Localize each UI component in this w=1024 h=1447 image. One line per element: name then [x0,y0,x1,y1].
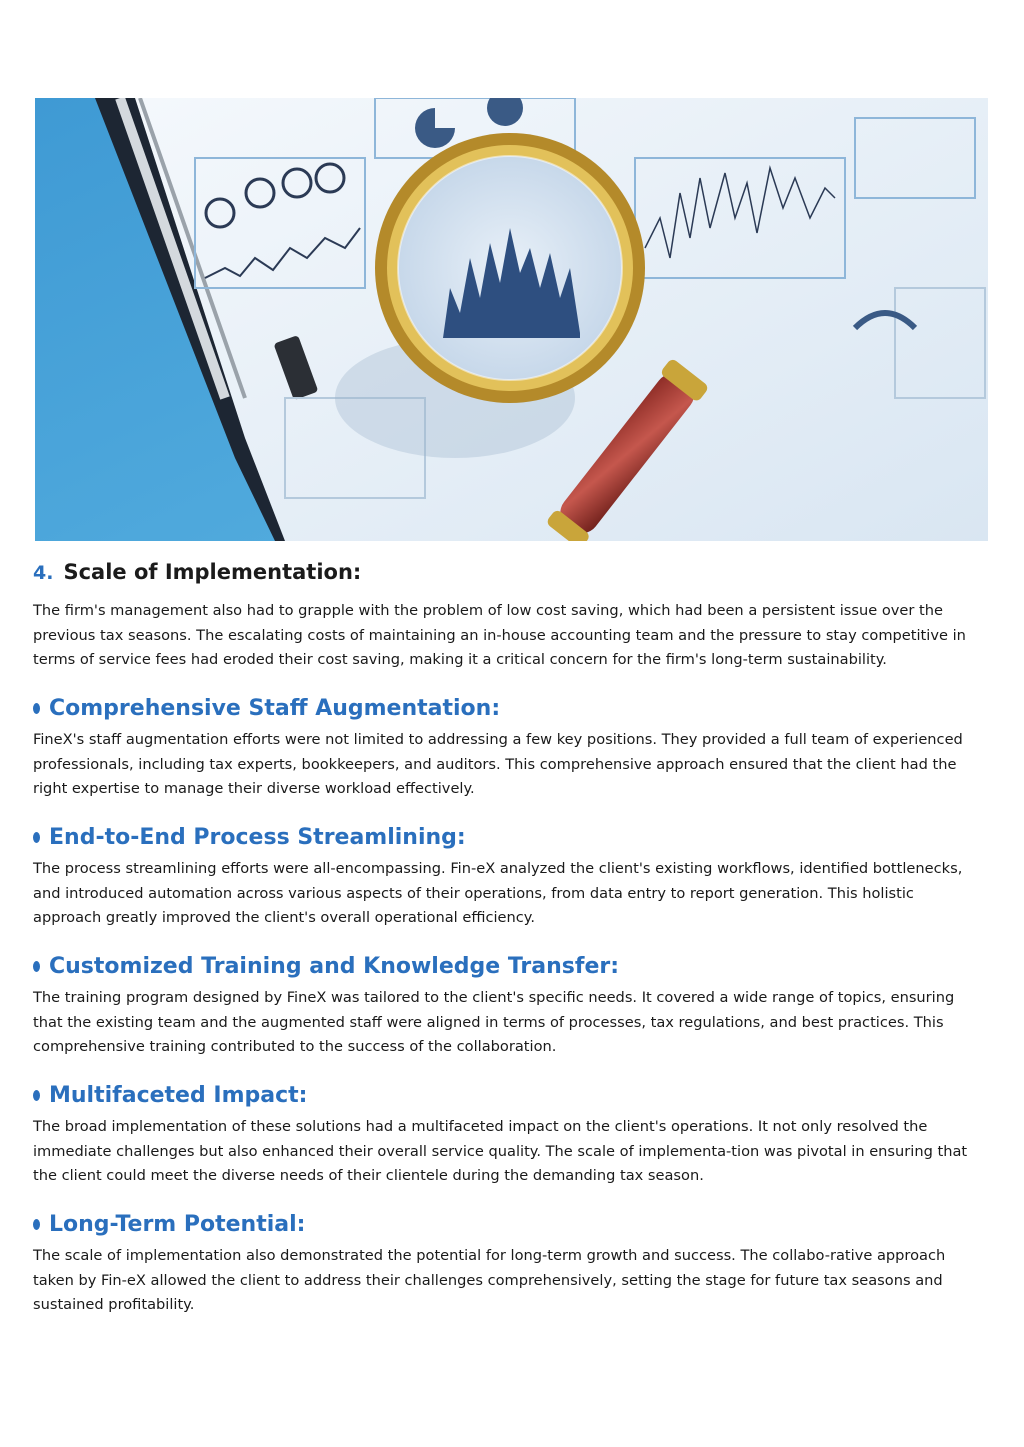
hero-image [35,98,988,541]
bullet-icon [33,703,40,714]
subsection-paragraph: The scale of implementation also demonstrated the potential for long-term growth and success. The collabo-rative approach taken by Fin-eX allowed the client to address their challenges comprehensively, setting the stage for future tax seasons and sustained profitability. [33,1247,946,1314]
subsection-paragraph: The process streamlining efforts were all-encompassing. Fin-eX analyzed the client's existing workflows, identified bottlenecks, and introduced automation across various aspects of their operations, from data entry to report generation. This holistic approach greatly improved the client's overall operational efficiency. [33,860,963,927]
subsection-heading [33,824,978,852]
subsection-heading [33,695,978,723]
subsection-heading [33,1211,978,1239]
subsection-staff-augmentation [33,695,978,802]
section-intro-paragraph: The firm's management also had to grapple with the problem of low cost saving, which had been a persistent issue over the previous tax seasons. The escalating costs of maintaining an in-house accounting team and the pressure to stay competitive in terms of service fees had eroded their cost saving, making it a critical concern for the firm's long-term sustainability. [33,602,966,669]
bullet-icon [33,1090,40,1101]
bullet-icon [33,961,40,972]
subsection-title: Comprehensive Staff Augmentation: [49,695,501,721]
subsection-paragraph: The broad implementation of these solutions had a multifaceted impact on the client's operations. It not only resolved the immediate challenges but also enhanced their overall service quality. The scale of implementa-tion was pivotal in ensuring that the client could meet the diverse needs of their clientele during the demanding tax season. [33,1118,968,1185]
subsection-title: End-to-End Process Streamlining: [49,824,466,850]
subsection-long-term-potential [33,1211,978,1318]
subsection-process-streamlining [33,824,978,931]
subsection-paragraph: FineX's staff augmentation efforts were not limited to addressing a few key positions. They provided a full team of experienced professionals, including tax experts, bookkeepers, and auditors. This comprehensive approach ensured that the client had the right expertise to manage their diverse workload effectively. [33,731,963,798]
magnifying-glass-illustration [35,98,988,541]
bullet-icon [33,1219,40,1230]
subsection-title: Customized Training and Knowledge Transfer: [49,953,620,979]
subsection-title: Long-Term Potential: [49,1211,306,1237]
subsection-multifaceted-impact [33,1082,978,1189]
subsection-heading [33,1082,978,1110]
section-title: Scale of Implementation: [63,560,362,584]
subsection-heading [33,953,978,981]
document-body [33,560,978,1318]
section-number: 4. [33,562,54,584]
section-heading [33,560,978,585]
subsection-training [33,953,978,1060]
subsection-paragraph: The training program designed by FineX was tailored to the client's specific needs. It covered a wide range of topics, ensuring that the existing team and the augmented staff were aligned in terms of processes, tax regulations, and best practices. This comprehensive training contributed to the success of the collaboration. [33,989,955,1056]
bullet-icon [33,832,40,843]
subsection-title: Multifaceted Impact: [49,1082,308,1108]
